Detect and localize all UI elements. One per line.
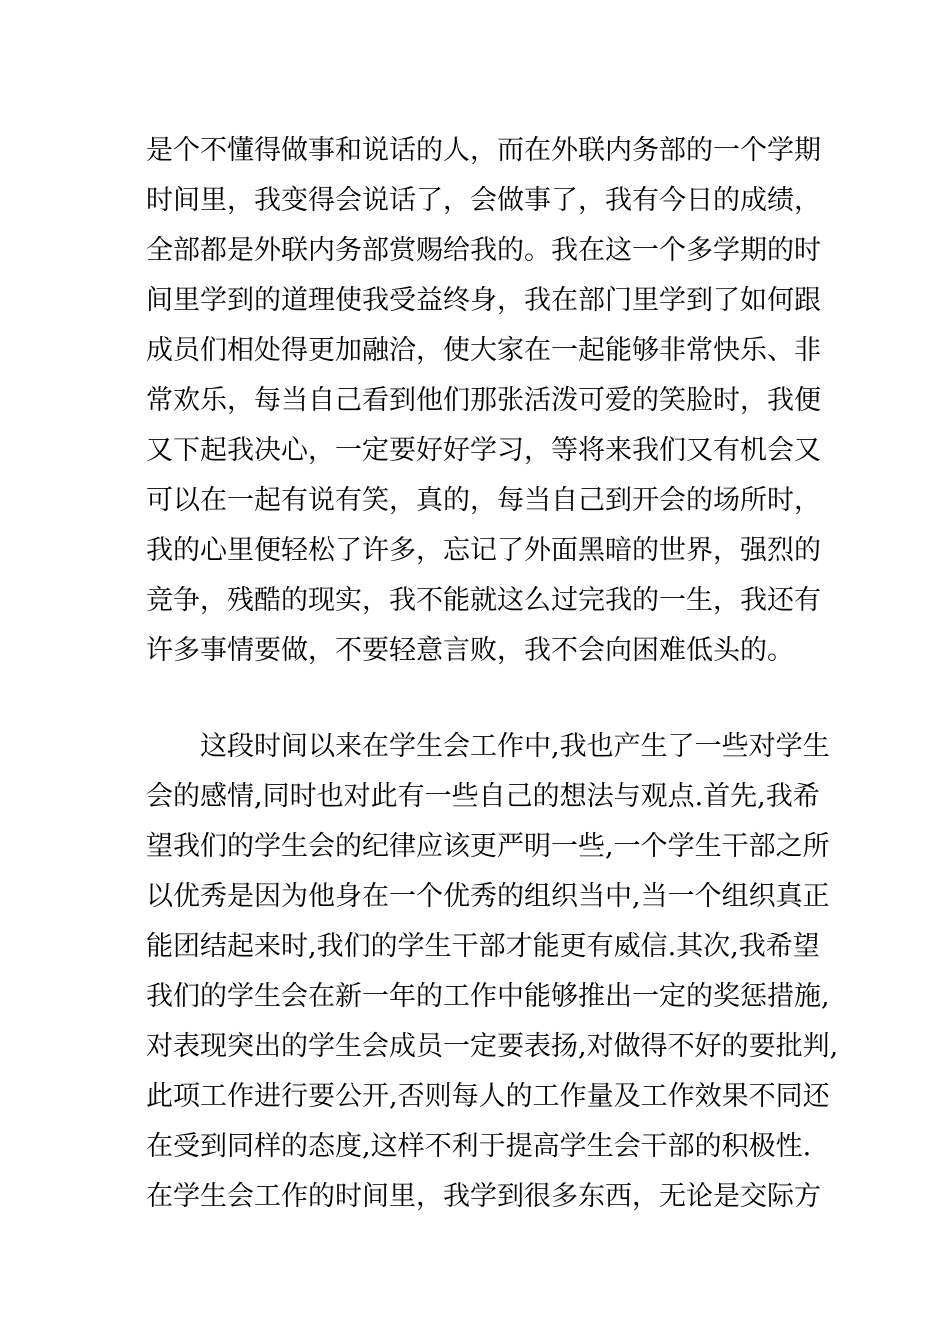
text-line-indented: 这段时间以来在学生会工作中,我也产生了一些对学生 [200, 731, 830, 762]
text-line: 常欢乐，每当自己看到他们那张活泼可爱的笑脸时，我便 [146, 385, 821, 416]
text-line: 会的感情,同时也对此有一些自己的想法与观点.首先,我希 [146, 781, 820, 812]
text-line: 许多事情要做，不要轻意言败，我不会向困难低头的。 [146, 635, 794, 666]
text-line: 成员们相处得更加融洽，使大家在一起能够非常快乐、非 [146, 335, 821, 366]
text-line: 是个不懂得做事和说话的人，而在外联内务部的一个学期 [146, 135, 821, 166]
text-line: 可以在一起有说有笑，真的，每当自己到开会的场所时， [146, 485, 821, 516]
text-line: 全部都是外联内务部赏赐给我的。我在这一个多学期的时 [146, 235, 821, 266]
text-line: 以优秀是因为他身在一个优秀的组织当中,当一个组织真正 [146, 881, 830, 912]
text-line: 竞争，残酷的现实，我不能就这么过完我的一生，我还有 [146, 585, 821, 616]
text-line: 能团结起来时,我们的学生干部才能更有威信.其次,我希望 [146, 931, 820, 962]
text-line: 时间里，我变得会说话了，会做事了，我有今日的成绩， [146, 185, 821, 216]
paragraph-2 [146, 722, 839, 1222]
text-line: 此项工作进行要公开,否则每人的工作量及工作效果不同还 [146, 1081, 830, 1112]
text-line: 我们的学生会在新一年的工作中能够推出一定的奖惩措施, [146, 981, 830, 1012]
text-line: 我的心里便轻松了许多，忘记了外面黑暗的世界，强烈的 [146, 535, 821, 566]
text-line: 望我们的学生会的纪律应该更严明一些,一个学生干部之所 [146, 831, 830, 862]
text-line: 间里学到的道理使我受益终身，我在部门里学到了如何跟 [146, 285, 821, 316]
text-line: 对表现突出的学生会成员一定要表扬,对做得不好的要批判, [146, 1031, 839, 1062]
text-line: 在受到同样的态度,这样不利于提高学生会干部的积极性. [146, 1131, 812, 1162]
text-line: 在学生会工作的时间里，我学到很多东西，无论是交际方 [146, 1181, 821, 1212]
text-line: 又下起我决心，一定要好好学习，等将来我们又有机会又 [146, 435, 821, 466]
paragraph-1 [146, 126, 826, 676]
